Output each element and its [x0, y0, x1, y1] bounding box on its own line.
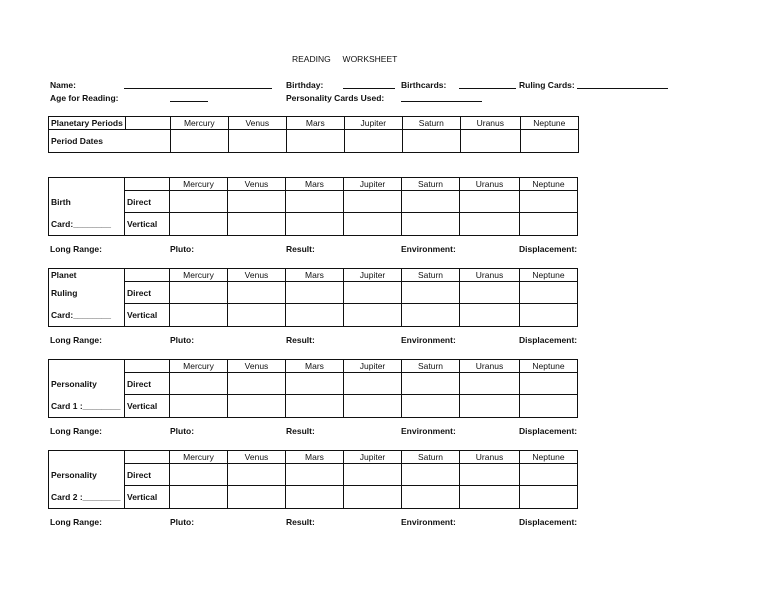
- long-range-label: Long Range:: [50, 517, 102, 527]
- vertical-cell-mars[interactable]: [286, 213, 344, 236]
- direct-cell-jupiter[interactable]: [344, 464, 402, 486]
- planet-header-uranus: Uranus: [460, 451, 520, 464]
- title-reading: READING: [292, 54, 331, 64]
- section-line1: [49, 451, 125, 464]
- vertical-cell-neptune[interactable]: [520, 213, 578, 236]
- direct-cell-venus[interactable]: [228, 191, 286, 213]
- direct-cell-jupiter[interactable]: [344, 373, 402, 395]
- section-line1: Planet: [49, 269, 125, 282]
- result-label: Result:: [286, 426, 315, 436]
- direct-cell-jupiter[interactable]: [344, 191, 402, 213]
- table-cell: [125, 360, 170, 373]
- vertical-cell-uranus[interactable]: [460, 304, 520, 327]
- result-label: Result:: [286, 244, 315, 254]
- planet-header-saturn: Saturn: [402, 360, 460, 373]
- birthday-field[interactable]: [343, 88, 395, 89]
- planet-header-jupiter: Jupiter: [344, 178, 402, 191]
- title-worksheet: WORKSHEET: [342, 54, 398, 64]
- planet-header-uranus: Uranus: [460, 178, 520, 191]
- displacement-label: Displacement:: [519, 426, 578, 436]
- period-dates-label: Period Dates: [49, 130, 171, 153]
- planet-header-uranus: Uranus: [460, 117, 520, 130]
- vertical-cell-jupiter[interactable]: [344, 395, 402, 418]
- planetary-periods-label: Planetary Periods: [49, 117, 126, 130]
- vertical-cell-neptune[interactable]: [520, 304, 578, 327]
- planet-header-uranus: Uranus: [460, 269, 520, 282]
- planet-header-jupiter: Jupiter: [344, 269, 402, 282]
- period-date-cell[interactable]: [286, 130, 344, 153]
- planet-header-mars: Mars: [286, 451, 344, 464]
- direct-cell-mercury[interactable]: [170, 373, 228, 395]
- direct-label: Direct: [125, 282, 170, 304]
- section-table-1: [48, 177, 578, 236]
- pluto-label: Pluto:: [170, 335, 195, 345]
- section-line2: Ruling: [49, 282, 125, 304]
- planet-header-mars: Mars: [286, 117, 344, 130]
- vertical-cell-uranus[interactable]: [460, 486, 520, 509]
- planet-header-mercury: Mercury: [170, 360, 228, 373]
- planet-header-mercury: Mercury: [170, 117, 228, 130]
- planet-header-jupiter: Jupiter: [344, 360, 402, 373]
- displacement-label: Displacement:: [519, 517, 578, 527]
- planetary-periods-table: [48, 116, 579, 153]
- vertical-cell-jupiter[interactable]: [344, 486, 402, 509]
- planet-header-mars: Mars: [286, 360, 344, 373]
- page-title: [292, 54, 397, 64]
- long-range-label: Long Range:: [50, 244, 102, 254]
- planet-header-neptune: Neptune: [520, 178, 578, 191]
- vertical-cell-saturn[interactable]: [402, 486, 460, 509]
- planet-header-saturn: Saturn: [402, 178, 460, 191]
- direct-cell-mars[interactable]: [286, 282, 344, 304]
- planet-header-venus: Venus: [228, 451, 286, 464]
- planet-header-saturn: Saturn: [402, 269, 460, 282]
- section-line2: Birth: [49, 191, 125, 213]
- planet-header-venus: Venus: [228, 360, 286, 373]
- displacement-label: Displacement:: [519, 335, 578, 345]
- vertical-cell-venus[interactable]: [228, 213, 286, 236]
- direct-cell-venus[interactable]: [228, 282, 286, 304]
- vertical-cell-mercury[interactable]: [170, 486, 228, 509]
- direct-label: Direct: [125, 464, 170, 486]
- planet-header-mercury: Mercury: [170, 269, 228, 282]
- age-label: Age for Reading:: [50, 93, 119, 103]
- direct-cell-mars[interactable]: [286, 464, 344, 486]
- vertical-cell-mars[interactable]: [286, 395, 344, 418]
- direct-cell-saturn[interactable]: [402, 282, 460, 304]
- direct-cell-saturn[interactable]: [402, 191, 460, 213]
- period-date-cell[interactable]: [402, 130, 460, 153]
- section-table-3: [48, 359, 578, 418]
- planet-header-mercury: Mercury: [170, 178, 228, 191]
- section-card-label: Card 2 :________: [49, 486, 125, 509]
- direct-label: Direct: [125, 191, 170, 213]
- section-table-4: [48, 450, 578, 509]
- birthcards-label: Birthcards:: [401, 80, 447, 90]
- direct-cell-uranus[interactable]: [460, 282, 520, 304]
- environment-label: Environment:: [401, 517, 456, 527]
- vertical-cell-mercury[interactable]: [170, 395, 228, 418]
- birthcards-field[interactable]: [459, 88, 516, 89]
- vertical-cell-mars[interactable]: [286, 304, 344, 327]
- vertical-cell-jupiter[interactable]: [344, 304, 402, 327]
- result-label: Result:: [286, 517, 315, 527]
- section-card-label: Card:________: [49, 213, 125, 236]
- name-field[interactable]: [124, 88, 272, 89]
- vertical-cell-venus[interactable]: [228, 395, 286, 418]
- planet-header-uranus: Uranus: [460, 360, 520, 373]
- planet-header-neptune: Neptune: [520, 269, 578, 282]
- vertical-cell-jupiter[interactable]: [344, 213, 402, 236]
- table-cell: [125, 178, 170, 191]
- direct-cell-neptune[interactable]: [520, 464, 578, 486]
- direct-cell-jupiter[interactable]: [344, 282, 402, 304]
- planet-header-saturn: Saturn: [402, 451, 460, 464]
- section-line1: [49, 178, 125, 191]
- direct-label: Direct: [125, 373, 170, 395]
- period-date-cell[interactable]: [228, 130, 286, 153]
- table-cell: [125, 269, 170, 282]
- period-date-cell[interactable]: [170, 130, 228, 153]
- vertical-cell-uranus[interactable]: [460, 395, 520, 418]
- environment-label: Environment:: [401, 335, 456, 345]
- vertical-cell-neptune[interactable]: [520, 486, 578, 509]
- displacement-label: Displacement:: [519, 244, 578, 254]
- vertical-label: Vertical: [125, 486, 170, 509]
- planet-header-mercury: Mercury: [170, 451, 228, 464]
- vertical-cell-saturn[interactable]: [402, 395, 460, 418]
- vertical-cell-mars[interactable]: [286, 486, 344, 509]
- planet-header-venus: Venus: [228, 117, 286, 130]
- planet-header-jupiter: Jupiter: [344, 451, 402, 464]
- section-table-2: [48, 268, 578, 327]
- planet-header-mars: Mars: [286, 178, 344, 191]
- direct-cell-venus[interactable]: [228, 373, 286, 395]
- direct-cell-neptune[interactable]: [520, 282, 578, 304]
- planet-header-neptune: Neptune: [520, 360, 578, 373]
- planet-header-venus: Venus: [228, 178, 286, 191]
- period-date-cell[interactable]: [344, 130, 402, 153]
- vertical-cell-venus[interactable]: [228, 304, 286, 327]
- vertical-cell-venus[interactable]: [228, 486, 286, 509]
- table-cell: [125, 117, 170, 130]
- long-range-label: Long Range:: [50, 335, 102, 345]
- personality-cards-field[interactable]: [401, 101, 482, 102]
- planet-header-saturn: Saturn: [402, 117, 460, 130]
- vertical-cell-saturn[interactable]: [402, 304, 460, 327]
- ruling-cards-label: Ruling Cards:: [519, 80, 575, 90]
- section-card-label: Card 1 :________: [49, 395, 125, 418]
- vertical-cell-mercury[interactable]: [170, 304, 228, 327]
- direct-cell-neptune[interactable]: [520, 191, 578, 213]
- vertical-cell-saturn[interactable]: [402, 213, 460, 236]
- direct-cell-saturn[interactable]: [402, 464, 460, 486]
- environment-label: Environment:: [401, 426, 456, 436]
- vertical-cell-uranus[interactable]: [460, 213, 520, 236]
- direct-cell-mars[interactable]: [286, 191, 344, 213]
- direct-cell-mercury[interactable]: [170, 191, 228, 213]
- vertical-cell-neptune[interactable]: [520, 395, 578, 418]
- environment-label: Environment:: [401, 244, 456, 254]
- direct-cell-saturn[interactable]: [402, 373, 460, 395]
- section-line2: Personality: [49, 373, 125, 395]
- planet-header-mars: Mars: [286, 269, 344, 282]
- section-line2: Personality: [49, 464, 125, 486]
- direct-cell-mars[interactable]: [286, 373, 344, 395]
- vertical-label: Vertical: [125, 213, 170, 236]
- pluto-label: Pluto:: [170, 426, 195, 436]
- section-card-label: Card:________: [49, 304, 125, 327]
- age-field[interactable]: [170, 101, 208, 102]
- section-line1: [49, 360, 125, 373]
- birthday-label: Birthday:: [286, 80, 324, 90]
- personality-cards-label: Personality Cards Used:: [286, 93, 385, 103]
- pluto-label: Pluto:: [170, 244, 195, 254]
- direct-cell-uranus[interactable]: [460, 464, 520, 486]
- ruling-cards-field[interactable]: [577, 88, 668, 89]
- direct-cell-neptune[interactable]: [520, 373, 578, 395]
- planet-header-jupiter: Jupiter: [344, 117, 402, 130]
- vertical-label: Vertical: [125, 304, 170, 327]
- planet-header-venus: Venus: [228, 269, 286, 282]
- period-date-cell[interactable]: [460, 130, 520, 153]
- direct-cell-uranus[interactable]: [460, 191, 520, 213]
- name-label: Name:: [50, 80, 76, 90]
- table-cell: [125, 451, 170, 464]
- vertical-label: Vertical: [125, 395, 170, 418]
- direct-cell-mercury[interactable]: [170, 464, 228, 486]
- period-date-cell[interactable]: [520, 130, 578, 153]
- direct-cell-venus[interactable]: [228, 464, 286, 486]
- pluto-label: Pluto:: [170, 517, 195, 527]
- direct-cell-mercury[interactable]: [170, 282, 228, 304]
- long-range-label: Long Range:: [50, 426, 102, 436]
- direct-cell-uranus[interactable]: [460, 373, 520, 395]
- planet-header-neptune: Neptune: [520, 451, 578, 464]
- result-label: Result:: [286, 335, 315, 345]
- vertical-cell-mercury[interactable]: [170, 213, 228, 236]
- planet-header-neptune: Neptune: [520, 117, 578, 130]
